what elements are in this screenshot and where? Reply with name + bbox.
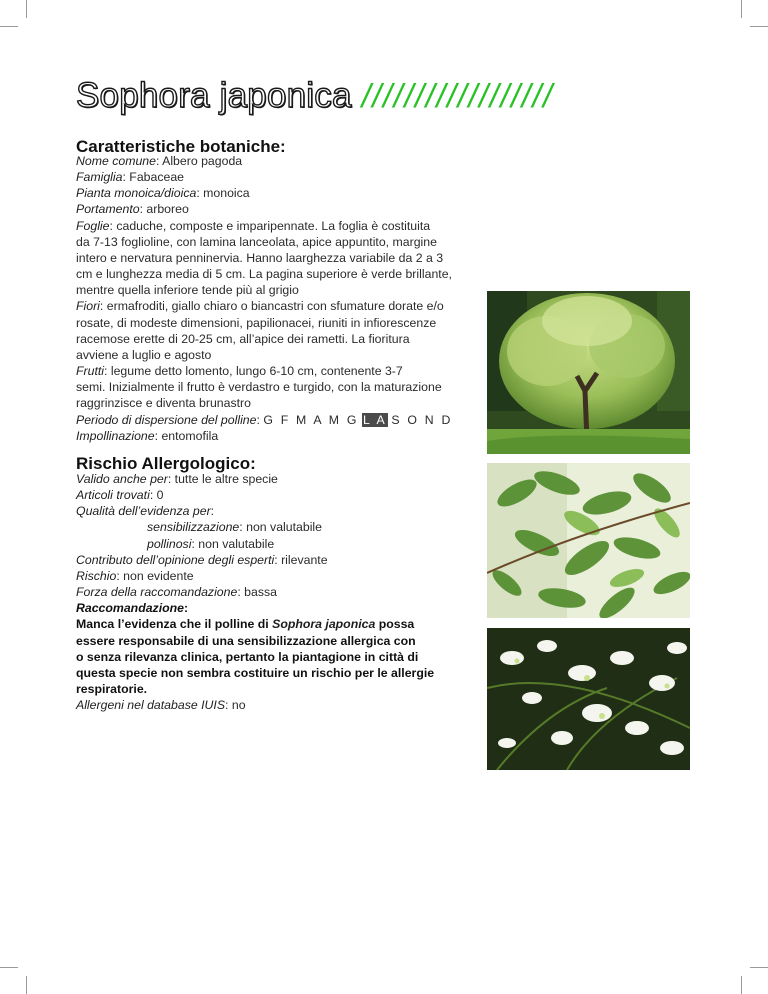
leaves-text: : caduche, composte e imparipennate. La foglia è costituita — [109, 218, 431, 233]
recommendation-text: questa specie non sembra costituire un rischio per le allergie — [76, 665, 435, 680]
recommendation-text: respiratorie. — [76, 682, 148, 697]
leaves-label: Foglie — [76, 218, 110, 233]
fruits-label: Frutti — [76, 364, 105, 379]
months-before: G F M A M G — [263, 412, 359, 427]
sensitization-row — [76, 519, 434, 535]
fruits-row — [76, 363, 453, 379]
botanical-section — [76, 153, 453, 444]
pollinosis-value: : non valutabile — [191, 536, 275, 551]
sensitization-label: sensibilizzazione — [147, 520, 240, 535]
species-name: Sophora japonica — [272, 617, 376, 632]
leaves-row — [76, 218, 453, 234]
months-highlight: L A — [363, 412, 387, 427]
fruits-text: raggrinzisce e diventa brunastro — [76, 396, 251, 411]
crop-mark — [26, 976, 27, 994]
common-name-row — [76, 153, 453, 169]
expert-opinion-value: : rilevante — [274, 552, 328, 567]
months-after: S O N D — [391, 412, 453, 427]
crop-mark — [26, 0, 27, 18]
leaves-text: mentre quella inferiore tende più al grigio — [76, 283, 299, 298]
recommendation-text — [76, 616, 434, 632]
flowers-text: : ermafroditi, giallo chiaro o biancastri con sfumature dorate e/o — [99, 299, 444, 314]
risk-heading: Rischio Allergologico: — [76, 454, 256, 473]
plant-type-label: Pianta monoica/dioica — [76, 186, 197, 201]
plant-type-value: : monoica — [196, 186, 250, 201]
family-label: Famiglia — [76, 170, 123, 185]
crop-mark — [750, 26, 768, 27]
crop-mark — [741, 0, 742, 18]
iuis-row — [76, 697, 434, 713]
iuis-label: Allergeni nel database IUIS — [76, 698, 226, 713]
title-row — [76, 76, 554, 116]
pollination-value: : entomofila — [154, 428, 219, 443]
leaves-text: cm e lunghezza media di 5 cm. La pagina superiore è verde brillante, — [76, 267, 452, 282]
valid-for-value: : tutte le altre specie — [167, 472, 278, 486]
expert-opinion-label: Contributo dell’opinione degli esperti — [76, 552, 275, 567]
crop-mark — [750, 967, 768, 968]
recommendation-label: Raccomandazione — [76, 601, 184, 616]
risk-section — [76, 471, 434, 713]
pollen-period-colon: : — [256, 412, 264, 427]
title-decoration: ////////////////// — [361, 77, 554, 114]
pollen-period-row — [76, 412, 453, 428]
habit-label: Portamento — [76, 202, 140, 217]
crop-mark — [741, 976, 742, 994]
pollination-label: Impollinazione — [76, 428, 155, 443]
recommendation-strength-label: Forza della raccomandazione — [76, 585, 238, 600]
common-name-label: Nome comune — [76, 154, 156, 168]
expert-opinion-row — [76, 552, 434, 568]
risk-label: Rischio — [76, 568, 117, 583]
leaves-photo — [487, 463, 690, 618]
fruits-text: : legume detto lomento, lungo 6-10 cm, contenente 3-7 — [104, 364, 403, 379]
sensitization-value: : non valutabile — [239, 520, 323, 535]
page-title: Sophora japonica — [76, 76, 352, 115]
family-row — [76, 169, 453, 185]
family-value: : Fabaceae — [122, 170, 184, 185]
leaves-text: intero e nervatura penninervia. Hanno laarghezza variabile da 2 a 3 — [76, 250, 444, 265]
botanical-heading: Caratteristiche botaniche: — [76, 137, 286, 156]
risk-value: : non evidente — [116, 568, 194, 583]
recommendation-colon: : — [183, 601, 189, 616]
flowers-text: avviene a luglio e agosto — [76, 347, 212, 362]
recommendation-strength-row — [76, 584, 434, 600]
articles-row — [76, 487, 434, 503]
leaves-text: da 7-13 foglioline, con lamina lanceolata, apice appuntito, margine — [76, 234, 437, 249]
recommendation-text-part: Manca l’evidenza che il polline di — [76, 617, 273, 632]
iuis-value: : no — [225, 698, 246, 713]
risk-row — [76, 568, 434, 584]
evidence-quality-label: Qualità dell’evidenza per — [76, 504, 211, 519]
recommendation-strength-value: : bassa — [237, 585, 277, 600]
evidence-quality-row — [76, 503, 434, 519]
flowers-row — [76, 298, 453, 314]
pollination-row — [76, 428, 453, 444]
articles-label: Articoli trovati — [76, 488, 150, 503]
habit-row — [76, 201, 453, 217]
tree-photo — [487, 291, 690, 454]
recommendation-text: essere responsabile di una sensibilizzazione allergica con — [76, 633, 416, 648]
recommendation-text-part: possa — [375, 617, 415, 632]
articles-value: : 0 — [149, 488, 164, 503]
flowers-photo — [487, 628, 690, 770]
flowers-text: rosate, di modeste dimensioni, papilionacei, riuniti in infiorescenze — [76, 315, 437, 330]
pollinosis-row — [76, 536, 434, 552]
fruits-text: semi. Inizialmente il frutto è verdastro e turgido, con la maturazione — [76, 380, 442, 395]
crop-mark — [0, 26, 18, 27]
valid-for-row — [76, 471, 434, 487]
common-name-value: : Albero pagoda — [155, 154, 243, 168]
flowers-label: Fiori — [76, 299, 100, 314]
pollen-period-label: Periodo di dispersione del polline — [76, 412, 257, 427]
plant-type-row — [76, 185, 453, 201]
evidence-quality-colon: : — [210, 504, 215, 519]
recommendation-heading-row — [76, 600, 434, 616]
recommendation-text: o senza rilevanza clinica, pertanto la piantagione in città di — [76, 649, 419, 664]
habit-value: : arboreo — [139, 202, 189, 217]
flowers-text: racemose erette di 20-25 cm, all’apice dei rametti. La fioritura — [76, 331, 410, 346]
pollinosis-label: pollinosi — [147, 536, 192, 551]
valid-for-label: Valido anche per — [76, 472, 168, 486]
crop-mark — [0, 967, 18, 968]
